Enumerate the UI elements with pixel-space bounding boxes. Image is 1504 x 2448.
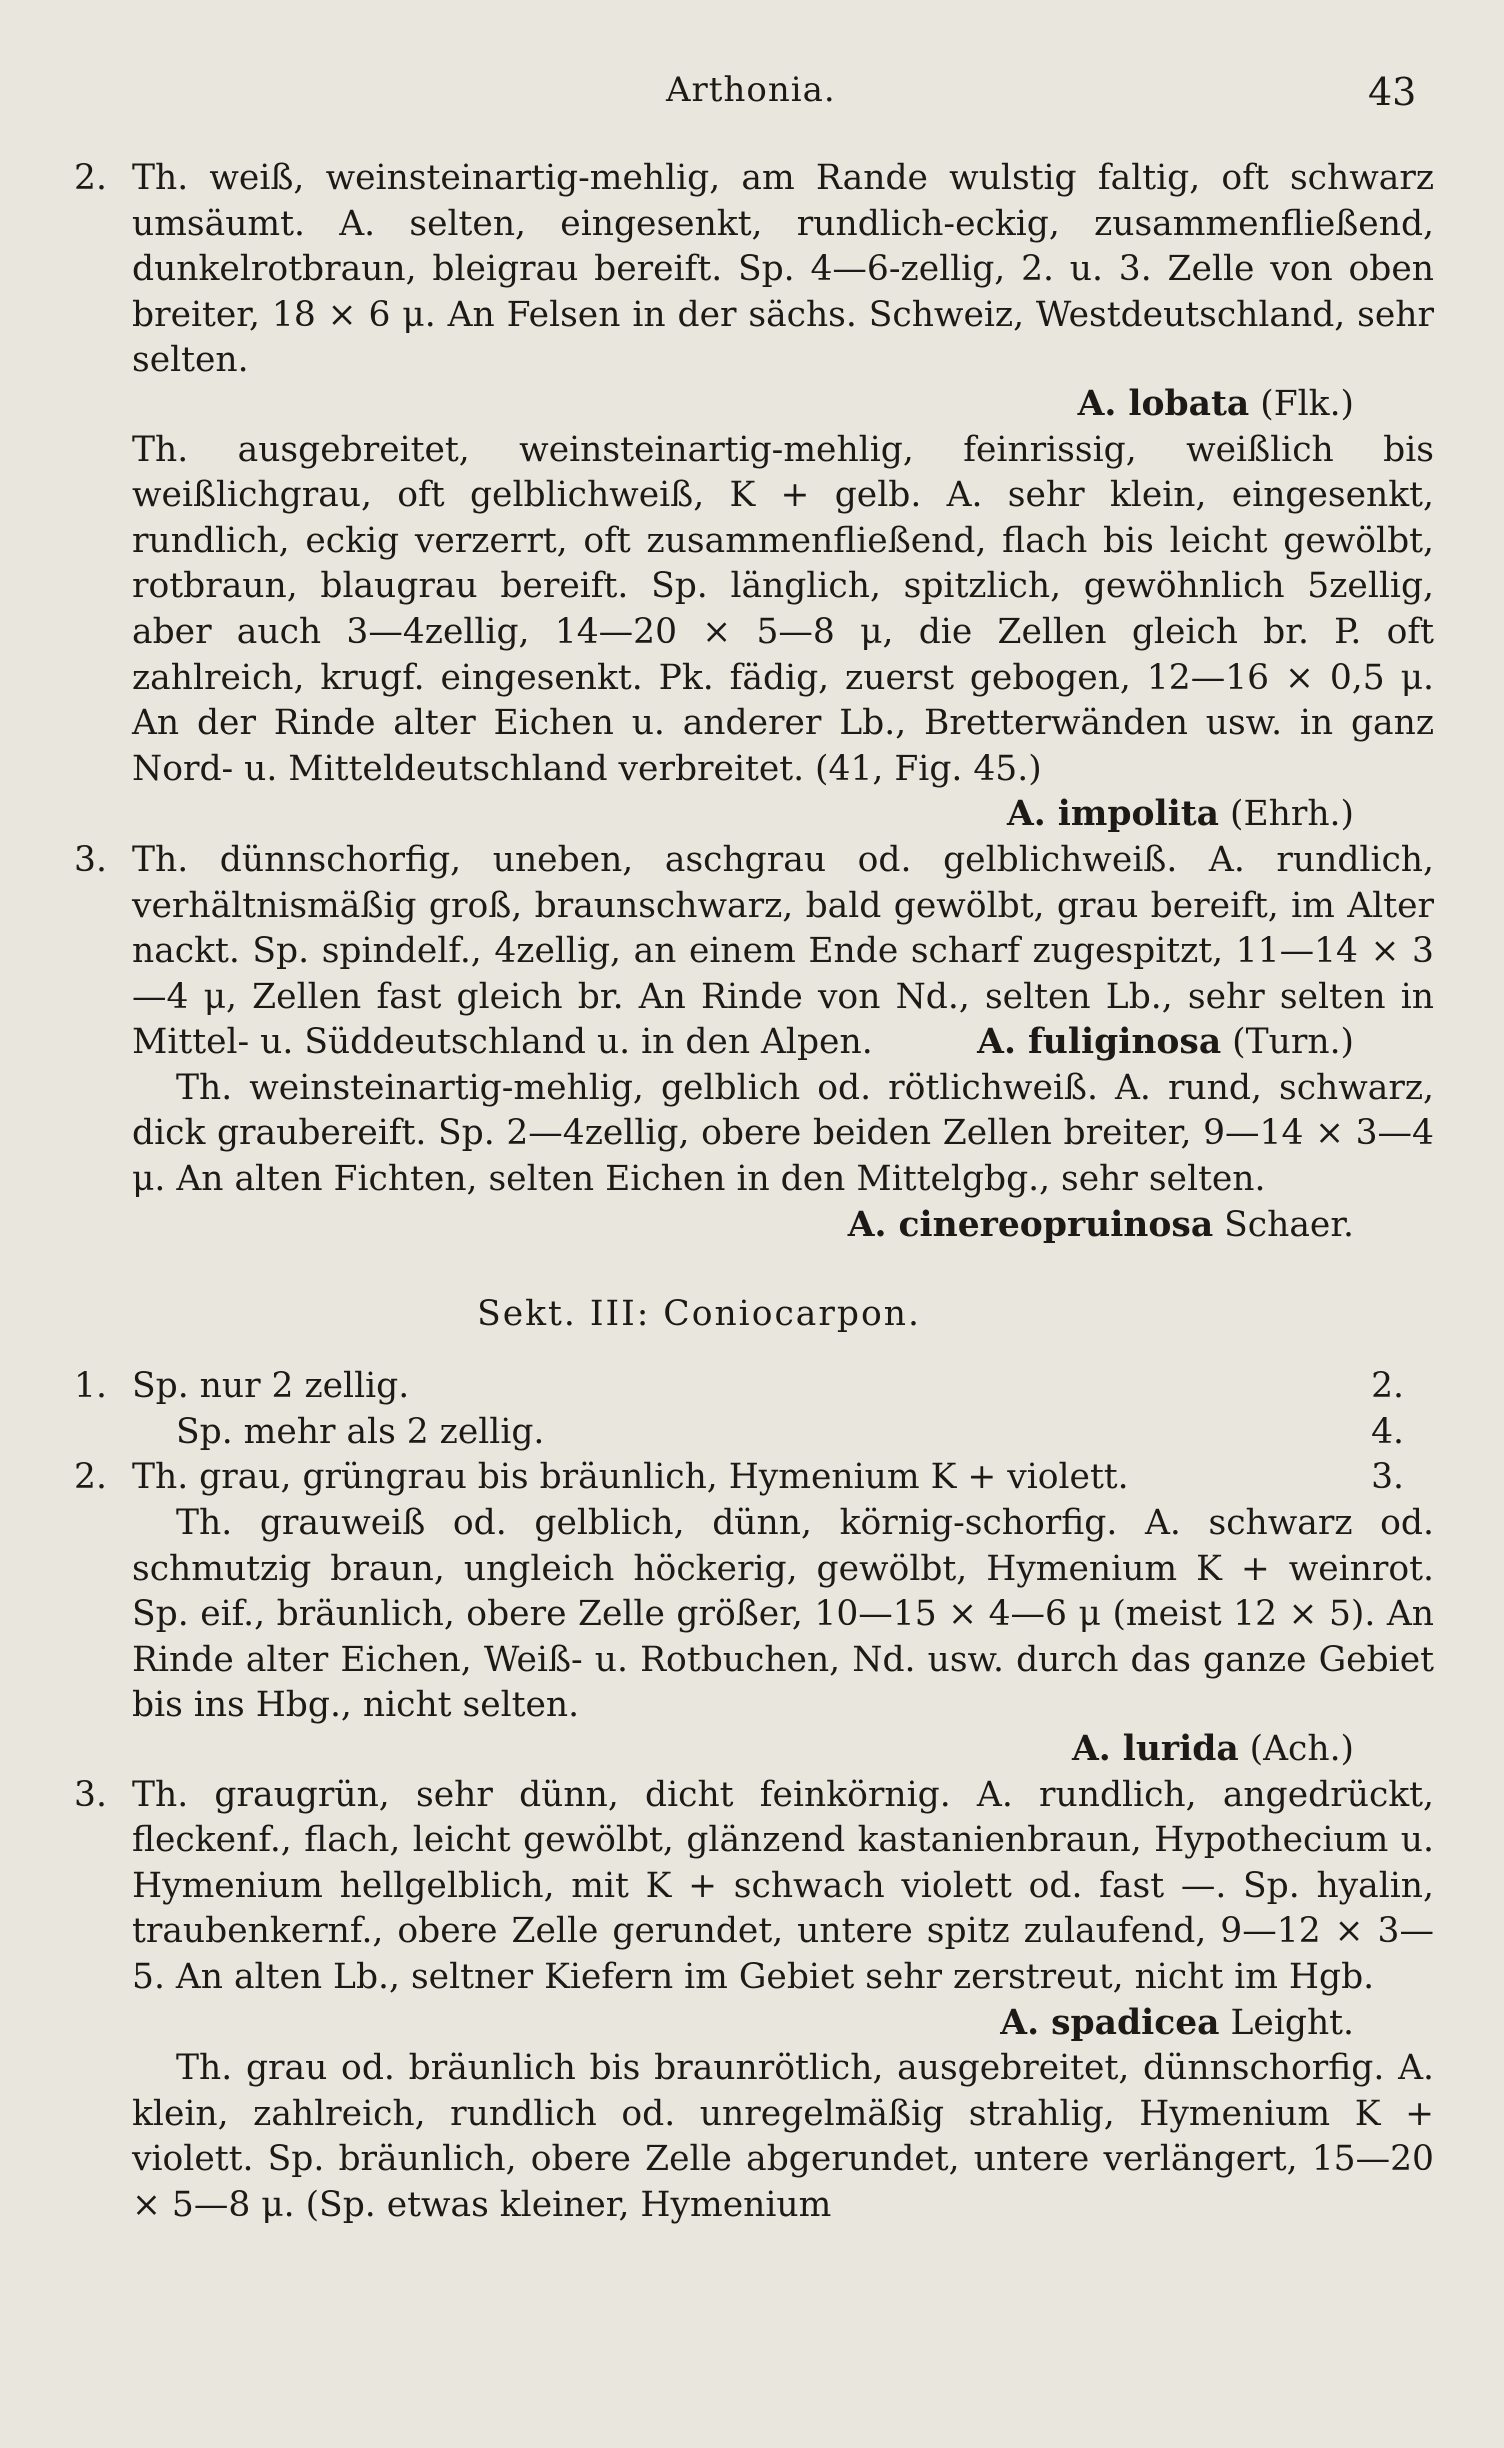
species-name-line: [1000, 2001, 1354, 2047]
key-entry-3b-coniocarpon: [74, 2046, 1434, 2228]
species-author: Schaer.: [1224, 1204, 1354, 1245]
key-entry-3a: [74, 838, 1434, 1066]
key-entry-2b-coniocarpon: [74, 1501, 1434, 1729]
entry-text: Th. grau od. bräunlich bis braunrötlich, ausgebreitet, dünnschorfig. A. klein, zahlreich, rundlich od. unregelmäßig strahlig, Hymenium K + violett. Sp. bräunlich, obere Zelle abgerundet, untere verlängert, 15—20 × 5—8 μ. (Sp. etwas kleiner, Hymenium: [132, 2048, 1434, 2225]
species-author: Leight.: [1230, 2002, 1354, 2043]
key-entry-2b: [74, 428, 1434, 835]
lead-reference: 2.: [1371, 1366, 1404, 1407]
key-line-1a: [74, 1364, 1434, 1410]
page-number: 43: [1368, 70, 1417, 114]
entry-text: Th. weiß, weinsteinartig-mehlig, am Rande wulstig faltig, oft schwarz umsäumt. A. selten, eingesenkt, rundlich-eckig, zusammenfließend, dunkelrotbraun, bleigrau bereift. Sp. 4—6-zellig, 2. u. 3. Zelle von oben breiter, 18 × 6 μ. An Felsen in der sächs. Schweiz, Westdeutschland, sehr selten.: [132, 158, 1434, 381]
species-author: (Ach.): [1249, 1729, 1354, 1769]
entry-text: Th. weinsteinartig-mehlig, gelblich od. rötlichweiß. A. rund, schwarz, dick graubereift. Sp. 2—4zellig, obere beiden Zellen breiter, 9—14 × 3—4 μ. An alten Fichten, selten Eichen in den Mittelgbg., sehr selten.: [132, 1067, 1434, 1200]
entry-text: Th. dünnschorfig, uneben, aschgrau od. gelblichweiß. A. rundlich, verhältnismäßig groß, braunschwarz, bald gewölbt, grau bereift, im Alter nackt. Sp. spindelf., 4zellig, an einem Ende scharf zugespitzt, 11—14 × 3—4 μ, Zellen fast gleich br. An Rinde von Nd., selten Lb., sehr selten in Mittel- u. Süddeutschland u. in den Alpen.: [132, 839, 1434, 1063]
key-entry-2a: [74, 156, 1434, 384]
entry-text: Th. grauweiß od. gelblich, dünn, körnig-schorfig. A. schwarz od. schmutzig braun, ungleich höckerig, gewölbt, Hymenium K + weinrot. Sp. eif., bräunlich, obere Zelle größer, 10—15 × 4—6 μ (meist 12 × 5). An Rinde alter Eichen, Weiß- u. Rotbuchen, Nd. usw. durch das ganze Gebiet bis ins Hbg., nicht selten.: [132, 1503, 1434, 1726]
lead-reference: 4.: [1371, 1411, 1404, 1452]
species-name-line: [74, 1727, 1434, 1773]
species-author: (Flk.): [1260, 383, 1354, 424]
key-line-2a: [74, 1455, 1434, 1501]
entry-text: Th. graugrün, sehr dünn, dicht feinkörnig. A. rundlich, angedrückt, fleckenf., flach, leicht gewölbt, glänzend kastanienbraun, Hypothecium u. Hymenium hellgelblich, mit K + schwach violett od. fast —. Sp. hyalin, traubenkernf., obere Zelle gerundet, untere spitz zulaufend, 9—12 × 3—5. An alten Lb., seltner Kiefern im Gebiet sehr zerstreut, nicht im Hgb.: [132, 1774, 1434, 1997]
section-heading: Sekt. III: Coniocarpon.: [477, 1294, 921, 1335]
entry-text: Th. grau, grüngrau bis bräunlich, Hymenium K + violett.: [132, 1457, 1129, 1498]
key-entry-3a-coniocarpon: [74, 1773, 1434, 2043]
entry-number: 3.: [74, 839, 107, 880]
entry-text: Sp. mehr als 2 zellig.: [176, 1411, 545, 1452]
entry-number: 2.: [74, 158, 107, 198]
species-name: A. lurida: [1071, 1729, 1239, 1769]
text-body: [74, 156, 1434, 2229]
running-title: Arthonia.: [666, 70, 836, 110]
lead-reference: 3.: [1371, 1457, 1404, 1498]
entry-text: Th. ausgebreitet, weinsteinartig-mehlig, feinrissig, weißlich bis weißlichgrau, oft gelblichweiß, K + gelb. A. sehr klein, eingesenkt, rundlich, eckig verzerrt, oft zusammenfließend, flach bis leicht gewölbt, rotbraun, blaugrau bereift. Sp. länglich, spitzlich, gewöhnlich 5zellig, aber auch 3—4zellig, 14—20 × 5—8 μ, die Zellen gleich br. P. oft zahlreich, krugf. eingesenkt. Pk. fädig, zuerst gebogen, 12—16 × 0,5 μ. An der Rinde alter Eichen u. anderer Lb., Bretterwänden usw. in ganz Nord- u. Mitteldeutschland verbreitet. (41, Fig. 45.): [132, 429, 1434, 789]
running-header: [0, 70, 1504, 120]
entry-number: 1.: [74, 1366, 107, 1407]
key-entry-3b: [74, 1066, 1434, 1245]
entry-number: 2.: [74, 1457, 107, 1498]
species-name-line: [977, 1020, 1354, 1066]
species-name: A. fuliginosa: [977, 1022, 1222, 1063]
species-name: A. cinereopruinosa: [847, 1204, 1214, 1245]
entry-number: 3.: [74, 1774, 107, 1815]
species-name: A. impolita: [1006, 794, 1220, 835]
species-name: A. spadicea: [1000, 2002, 1220, 2043]
species-name-line: [74, 382, 1434, 428]
species-name: A. lobata: [1077, 383, 1250, 424]
species-name-line: [804, 1203, 1354, 1249]
entry-text: Sp. nur 2 zellig.: [132, 1366, 410, 1407]
species-author: (Turn.): [1232, 1022, 1354, 1063]
key-line-1b: [74, 1410, 1434, 1456]
species-author: (Ehrh.): [1229, 794, 1354, 835]
species-name-line: [1007, 792, 1354, 838]
